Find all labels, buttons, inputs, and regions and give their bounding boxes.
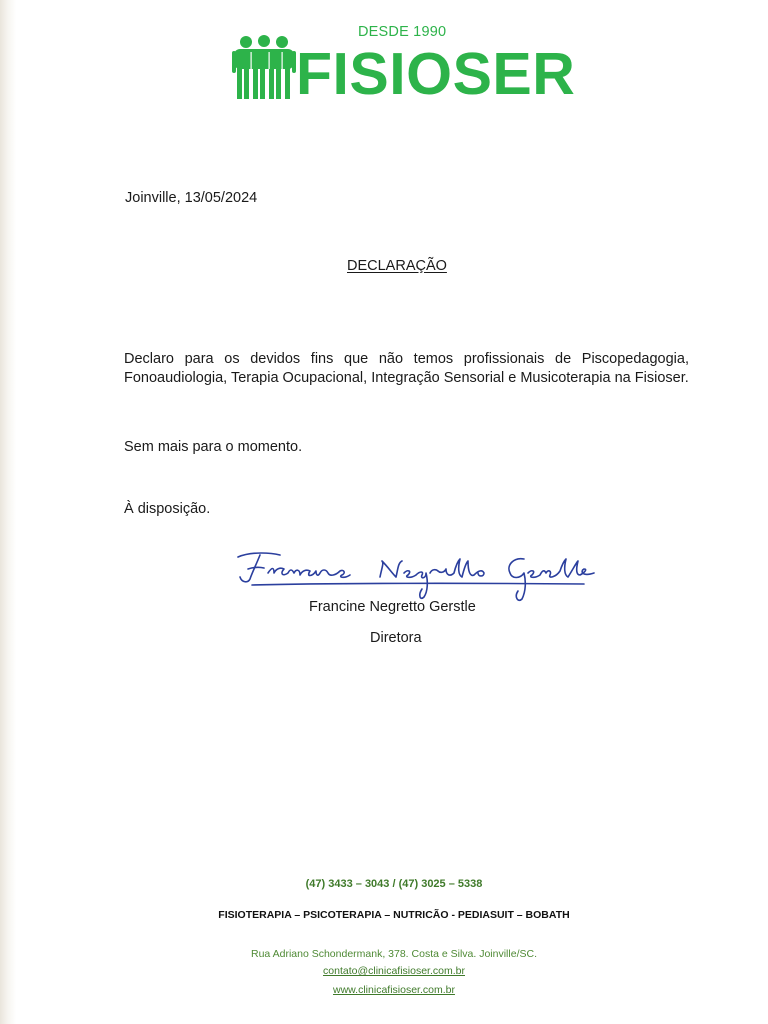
signer-name: Francine Negretto Gerstle bbox=[309, 599, 476, 615]
letter-title: DECLARAÇÃO bbox=[347, 258, 447, 274]
letter-closing: Sem mais para o momento. bbox=[124, 439, 303, 455]
footer-website-link[interactable]: www.clinicafisioser.com.br bbox=[333, 984, 455, 996]
footer-phone-numbers: (47) 3433 – 3043 / (47) 3025 – 5338 bbox=[305, 878, 483, 890]
footer-email-link[interactable]: contato@clinicafisioser.com.br bbox=[323, 965, 465, 977]
people-group-icon bbox=[232, 34, 296, 100]
letter-body: Declaro para os devidos fins que não temos profissionais de Piscopedagogia, Fonoaudiologia, Terapia Ocupacional, Integração Sensorial e Musicoterapia na Fisioser. bbox=[124, 351, 689, 386]
handwritten-signature bbox=[232, 543, 602, 605]
footer-address: Rua Adriano Schondermank, 378. Costa e Silva. Joinville/SC. bbox=[251, 948, 537, 960]
signer-role: Diretora bbox=[370, 630, 422, 646]
logo-since-text: DESDE 1990 bbox=[358, 24, 447, 40]
letterhead bbox=[0, 0, 768, 110]
scan-edge-shadow bbox=[0, 0, 16, 1024]
footer-services-list: FISIOTERAPIA – PSICOTERAPIA – NUTRICÃO - PEDIASUIT – BOBATH bbox=[218, 909, 570, 921]
letter-date: Joinville, 13/05/2024 bbox=[125, 190, 258, 206]
logo-brand-name: FISIOSER bbox=[296, 41, 576, 107]
letter-sign-off: À disposição. bbox=[124, 501, 211, 517]
